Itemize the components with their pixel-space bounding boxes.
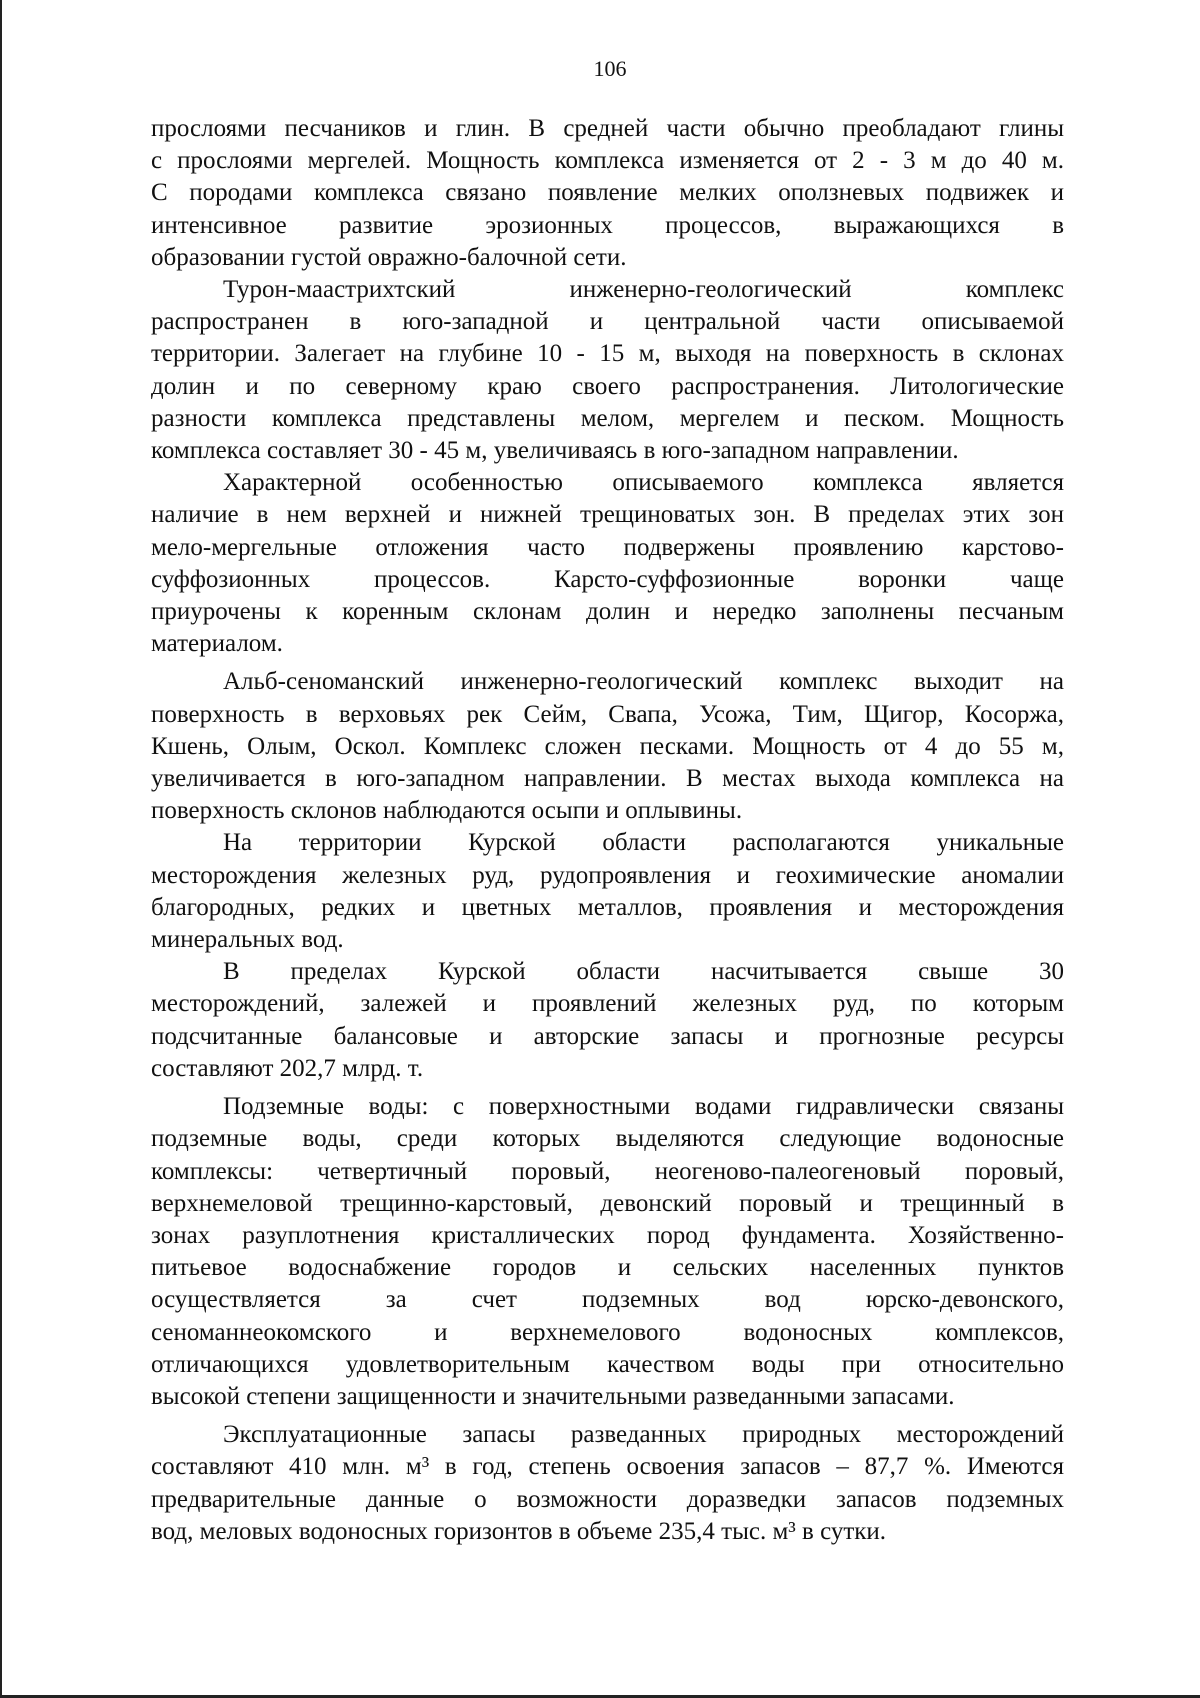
text-line: С породами комплекса связано появление мелких оползневых подвижек и [151,179,1064,207]
text-line: минеральных вод. [151,926,344,954]
text-line: На территории Курской области располагаются уникальные [223,829,1064,857]
paragraph-7 [151,1091,1064,1413]
paragraph-1 [151,113,1064,274]
text-line: поверхность склонов наблюдаются осыпи и оплывины. [151,797,743,825]
paragraph-5 [151,827,1064,956]
text-line: мело-мергельные отложения часто подвержены проявлению карстово- [151,533,1064,561]
text-line: подсчитанные балансовые и авторские запасы и прогнозные ресурсы [151,1022,1064,1050]
text-line: материалом. [151,630,283,658]
text-line: верхнемеловой трещинно-карстовый, девонский поровый и трещинный в [151,1189,1064,1217]
text-line: подземные воды, среди которых выделяются следующие водоносные [151,1125,1064,1153]
text-line: составляют 410 млн. м³ в год, степень освоения запасов – 87,7 %. Имеются [151,1453,1064,1481]
text-line: месторождения железных руд, рудопроявления и геохимические аномалии [151,861,1064,889]
text-line: комплекса составляет 30 - 45 м, увеличиваясь в юго-западном направлении. [151,437,959,465]
text-line: осуществляется за счет подземных вод юрско-девонского, [151,1286,1064,1314]
text-line: Кшень, Олым, Оскол. Комплекс сложен песками. Мощность от 4 до 55 м, [151,732,1064,760]
text-line: благородных, редких и цветных металлов, проявления и месторождения [151,893,1064,921]
text-line: Характерной особенностью описываемого комплекса является [223,469,1064,497]
text-line: поверхность в верховьях рек Сейм, Свапа, Усожа, Тим, Щигор, Косоржа, [151,700,1064,728]
paragraph-8 [151,1419,1064,1548]
body-text [151,113,1064,1548]
text-line: суффозионных процессов. Карсто-суффозионные воронки чаще [151,565,1064,593]
text-line: интенсивное развитие эрозионных процессов, выражающихся в [151,211,1064,239]
text-line: отличающихся удовлетворительным качеством воды при относительно [151,1350,1064,1378]
text-line: Эксплуатационные запасы разведанных природных месторождений [223,1421,1064,1449]
paragraph-2 [151,274,1064,467]
text-line: В пределах Курской области насчитывается свыше 30 [223,958,1064,986]
text-line: Подземные воды: с поверхностными водами гидравлически связаны [223,1093,1064,1121]
text-line: увеличивается в юго-западном направлении. В местах выхода комплекса на [151,765,1064,793]
text-line: прослоями песчаников и глин. В средней части обычно преобладают глины [151,115,1064,142]
text-line: территории. Залегает на глубине 10 - 15 м, выходя на поверхность в склонах [151,340,1064,368]
text-line: составляют 202,7 млрд. т. [151,1054,424,1082]
text-line: распространен в юго-западной и центральной части описываемой [151,308,1064,336]
page-number: 106 [593,56,627,81]
text-line: Альб-сеноманский инженерно-геологический комплекс выходит на [223,668,1064,696]
text-line: предварительные данные о возможности доразведки запасов подземных [151,1485,1064,1513]
text-line: месторождений, залежей и проявлений железных руд, по которым [151,990,1064,1018]
text-line: наличие в нем верхней и нижней трещиноватых зон. В пределах этих зон [151,501,1064,529]
text-line: Турон-маастрихтский инженерно-геологический комплекс [223,276,1064,304]
text-line: образовании густой овражно-балочной сети. [151,243,627,271]
text-line: питьевое водоснабжение городов и сельских населенных пунктов [151,1254,1064,1282]
paragraph-4 [151,666,1064,827]
text-line: приурочены к коренным склонам долин и нередко заполнены песчаным [151,598,1064,626]
text-line: разности комплекса представлены мелом, мергелем и песком. Мощность [151,404,1064,432]
paragraph-3 [151,467,1064,660]
text-line: сеноманнеокомского и верхнемелового водоносных комплексов, [151,1318,1064,1346]
text-line: комплексы: четвертичный поровый, неогеново-палеогеновый поровый, [151,1157,1064,1185]
paragraph-6 [151,956,1064,1085]
text-line: долин и по северному краю своего распространения. Литологические [151,372,1064,400]
text-line: высокой степени защищенности и значительными разведанными запасами. [151,1382,955,1410]
text-line: с прослоями мергелей. Мощность комплекса изменяется от 2 - 3 м до 40 м. [151,147,1064,175]
text-line: зонах разуплотнения кристаллических пород фундамента. Хозяйственно- [151,1221,1064,1249]
text-line: вод, меловых водоносных горизонтов в объеме 235,4 тыс. м³ в сутки. [151,1517,887,1545]
